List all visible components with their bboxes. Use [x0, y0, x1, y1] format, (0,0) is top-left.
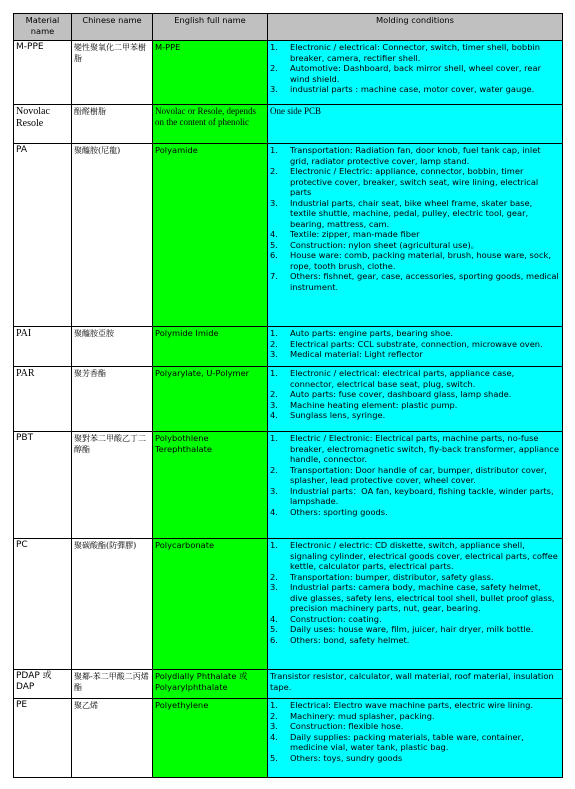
condition-item: 2. Machinery: mud splasher, packing. — [270, 710, 435, 721]
molding-conditions-cell — [268, 41, 563, 105]
condition-item: 5. Construction: nylon sheet (agricultural use)。 — [270, 239, 479, 250]
condition-item: 3. Industrial parts：OA fan, keyboard, fishing tackle, winder parts, lampshade. — [270, 485, 554, 506]
chinese-name-cell: 聚芳香酯 — [72, 367, 153, 432]
material-name-cell: PAI — [14, 327, 72, 367]
condition-item: 1. Electronic / electrical: Connector, switch, timer shell, bobbin breaker, camera, rectifier shell. — [270, 42, 541, 63]
condition-item: 6. Others: bond, safety helmet. — [270, 634, 410, 645]
condition-item: 3. Machine heating element: plastic pump. — [270, 399, 458, 410]
table-row — [14, 105, 563, 144]
english-name-cell: M-PPE — [153, 41, 268, 105]
materials-table — [13, 13, 563, 778]
material-name-cell: PC — [14, 539, 72, 670]
material-name-cell: PE — [14, 699, 72, 778]
table-row — [14, 670, 563, 699]
molding-conditions-cell: One side PCB — [268, 105, 563, 144]
material-name-cell: PA — [14, 144, 72, 327]
document-page — [13, 13, 562, 778]
condition-item: 1. Electrical: Electro wave machine parts, electric wire lining. — [270, 700, 534, 710]
english-name-cell: Polycarbonate — [153, 539, 268, 670]
english-name-cell: Polyamide — [153, 144, 268, 327]
table-row — [14, 432, 563, 539]
table-row — [14, 367, 563, 432]
condition-item: 6. House ware: comb, packing material, brush, house ware, sock, rope, tooth brush, clothe. — [270, 250, 551, 271]
condition-item: 1. Transportation: Radiation fan, door knob, fuel tank cap, inlet grid, radiator protective cover, lamp stand. — [270, 145, 541, 166]
condition-item: 4. Textile: zipper, man-made fiber — [270, 229, 420, 239]
chinese-name-cell: 酚醛樹脂 — [72, 105, 153, 144]
condition-item: 3. Industrial parts: camera body, machine case, safety helmet, dive glasses, safety lens, electrical tool shell, bullet proof glass, precision machinery parts, nut, gear, bearing. — [270, 582, 555, 613]
table-row — [14, 539, 563, 670]
english-name-cell: Polyarylate, U-Polymer — [153, 367, 268, 432]
condition-item: 3. industrial parts : machine case, motor cover, water gauge. — [270, 84, 535, 94]
condition-item: 7. Others: fishnet, gear, case, accessories, sporting goods, medical instrument. — [270, 271, 559, 292]
table-row — [14, 699, 563, 778]
condition-item: 3. Construction: flexible hose. — [270, 721, 404, 731]
molding-conditions-cell: Transistor resistor, calculator, wall material, roof material, insulation tape. — [268, 670, 563, 699]
table-row — [14, 41, 563, 105]
condition-item: 4. Others: sporting goods. — [270, 506, 388, 517]
table-row — [14, 144, 563, 327]
condition-item: 1. Electronic / electrical: electrical parts, appliance case, connector, electrical base seat, plug, switch. — [270, 368, 515, 389]
condition-item: 4. Sunglass lens, syringe. — [270, 410, 386, 420]
header-english-full-name: English full name — [153, 14, 268, 41]
condition-item: 2. Transportation: Door handle of car, bumper, distributor cover, splasher, lead protective cover, wheel cover. — [270, 464, 547, 485]
condition-item: 5. Others: toys, sundry goods — [270, 752, 403, 763]
condition-item: 2. Electronic / Electric: appliance, connector, bobbin, timer protective cover, breaker, switch seat, wire lining, electrical parts — [270, 166, 539, 197]
chinese-name-cell: 聚鄰-苯二甲酸二丙烯酯 — [72, 670, 153, 699]
header-material-name: Material name — [14, 14, 72, 41]
molding-conditions-cell — [268, 699, 563, 778]
chinese-name-cell: 聚碳酸酯(防彈膠) — [72, 539, 153, 670]
chinese-name-cell: 聚乙烯 — [72, 699, 153, 778]
material-name-cell: PDAP 或 DAP — [14, 670, 72, 699]
header-molding-conditions: Molding conditions — [268, 14, 563, 41]
condition-item: 2. Electrical parts: CCL substrate, connection, microwave oven. — [270, 338, 543, 349]
condition-item: 4. Daily supplies: packing materials, table ware, container, medicine vial, water tank, plastic bag. — [270, 731, 524, 752]
condition-item: 2. Auto parts: fuse cover, dashboard glass, lamp shade. — [270, 389, 512, 399]
condition-item: 1. Electronic / electric: CD diskette, switch, appliance shell, signaling cylinder, electrical goods cover, electrical parts, coffee kettle, calculator parts, electrical parts. — [270, 540, 558, 571]
molding-conditions-cell — [268, 432, 563, 539]
material-name-cell: PAR — [14, 367, 72, 432]
chinese-name-cell: 聚醯胺(尼龍) — [72, 144, 153, 327]
english-name-cell: Polymide Imide — [153, 327, 268, 367]
condition-item: 2. Transportation: bumper, distributor, safety glass. — [270, 571, 494, 582]
molding-conditions-cell — [268, 144, 563, 327]
english-name-cell: Polybothlene Terephthalate — [153, 432, 268, 539]
chinese-name-cell: 變性聚氧化二甲苯樹脂 — [72, 41, 153, 105]
english-name-cell: Polydially Phthalate 或 Polyarylphthalate — [153, 670, 268, 699]
header-chinese-name: Chinese name — [72, 14, 153, 41]
chinese-name-cell: 聚對苯二甲酸乙丁二醇酯 — [72, 432, 153, 539]
condition-item: 1. Auto parts: engine parts, bearing shoe. — [270, 328, 453, 338]
material-name-cell: PBT — [14, 432, 72, 539]
condition-item: 5. Daily uses: house ware, film, juicer, hair dryer, milk bottle. — [270, 624, 534, 634]
chinese-name-cell: 聚醯胺亞胺 — [72, 327, 153, 367]
condition-item: 1. Electric / Electronic: Electrical parts, machine parts, no-fuse breaker, electromagnetic switch, fly-back transformer, appliance handle, connector. — [270, 433, 559, 464]
material-name-cell: M-PPE — [14, 41, 72, 105]
molding-conditions-cell — [268, 539, 563, 670]
molding-conditions-cell — [268, 367, 563, 432]
molding-conditions-cell — [268, 327, 563, 367]
condition-item: 4. Construction: coating. — [270, 613, 382, 624]
condition-item: 3. Medical material: Light reflector — [270, 349, 423, 359]
table-row — [14, 327, 563, 367]
english-name-cell: Novolac or Resole, depends on the content of phenolic — [153, 105, 268, 144]
condition-item: 2. Automotive: Dashboard, back mirror shell, wheel cover, rear wind shield. — [270, 63, 542, 84]
header-row — [14, 14, 563, 41]
english-name-cell: Polyethylene — [153, 699, 268, 778]
material-name-cell: Novolac Resole — [14, 105, 72, 144]
condition-item: 3. Industrial parts, chair seat, bike wheel frame, skater base, textile shuttle, machine, pedal, pulley, electric tool, gear, bearing, mattress, cam. — [270, 197, 533, 229]
